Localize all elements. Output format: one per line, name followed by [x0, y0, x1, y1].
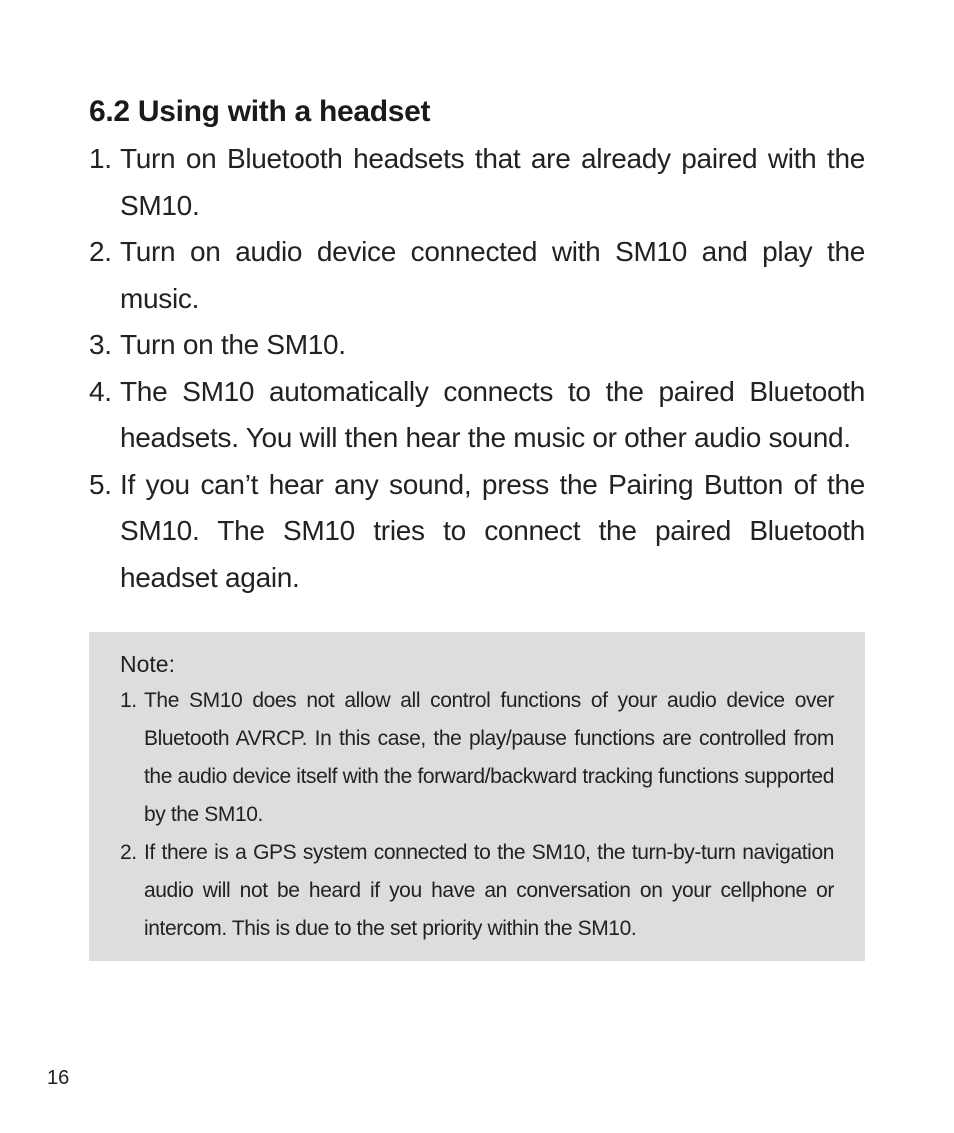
step-text: The SM10 automatically connects to the paired Bluetooth headsets. You will then hear the music or other audio sound. [120, 375, 865, 453]
list-item [89, 136, 865, 229]
note-box [89, 632, 865, 961]
step-text: Turn on Bluetooth headsets that are already paired with the SM10. [120, 143, 865, 221]
step-number: 2. [89, 236, 112, 267]
step-text: If you can’t hear any sound, press the Pairing Button of the SM10. The SM10 tries to connect the paired Bluetooth headset again. [120, 468, 865, 593]
note-text: If there is a GPS system connected to the SM10, the turn-by-turn navigation audio will not be heard if you have an conversation on your cellphone or intercom. This is due to the set priority within the SM10. [144, 841, 834, 940]
step-text: Turn on audio device connected with SM10 and play the music. [120, 236, 865, 314]
list-item [89, 322, 865, 369]
note-number: 2. [120, 841, 137, 864]
note-text: The SM10 does not allow all control functions of your audio device over Bluetooth AVRCP. In this case, the play/pause functions are controlled from the audio device itself with the forward/backward tracking functions supported by the SM10. [144, 689, 834, 826]
list-item [120, 682, 834, 834]
page-number: 16 [47, 1067, 70, 1089]
step-number: 1. [89, 143, 112, 174]
page-title: 6.2 Using with a headset [89, 95, 431, 128]
step-number: 5. [89, 468, 112, 500]
note-number: 1. [120, 689, 137, 712]
list-item [89, 229, 865, 322]
step-number: 4. [89, 375, 112, 407]
notes-list [120, 682, 834, 948]
list-item [89, 369, 865, 462]
step-text: Turn on the SM10. [120, 329, 346, 360]
list-item [89, 462, 865, 602]
list-item [120, 834, 834, 948]
steps-list [89, 136, 865, 601]
step-number: 3. [89, 329, 112, 360]
note-title: Note: [120, 651, 175, 677]
